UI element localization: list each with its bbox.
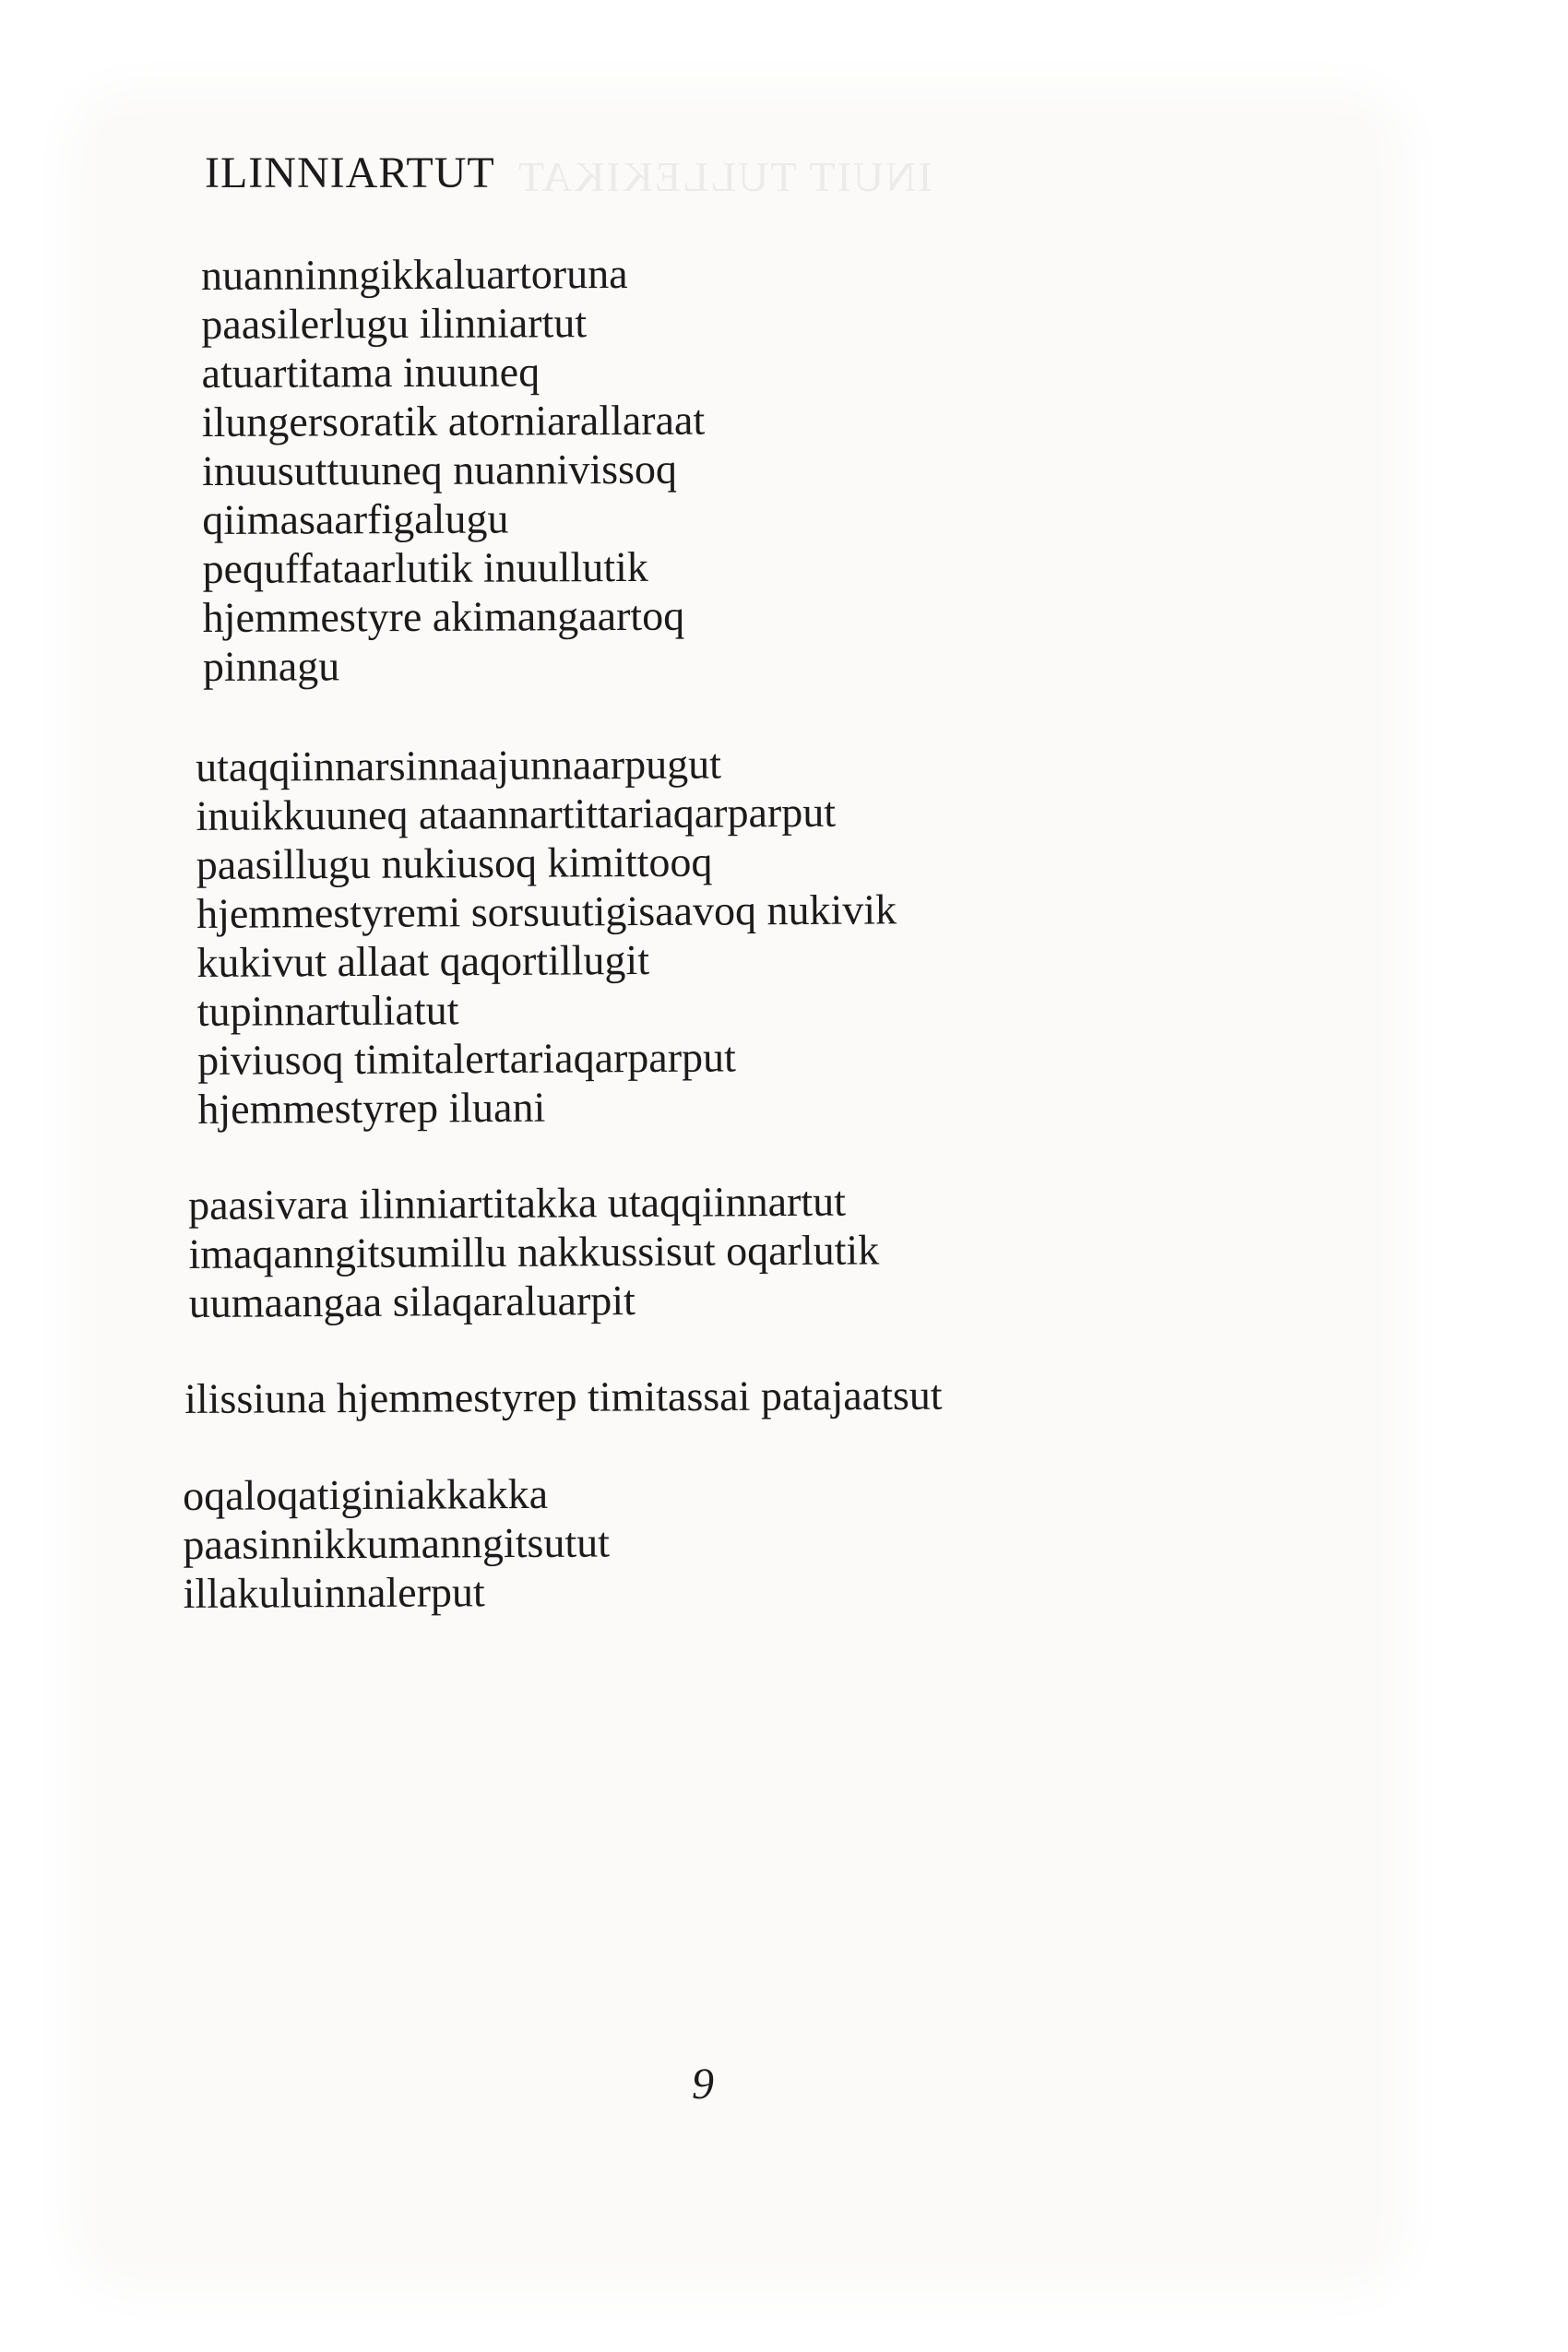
stanza-5	[183, 1469, 610, 1618]
bleed-through-text: INUIT TULLEKIKAT	[517, 153, 932, 200]
page-number: 9	[692, 2060, 714, 2108]
poem-line: kukivut allaat qaqortillugit	[196, 935, 650, 986]
poem-line: uumaangaa silaqaraluarpit	[188, 1277, 636, 1326]
stanza-2	[196, 738, 897, 1134]
poem-line: tupinnartuliatut	[196, 986, 459, 1035]
poem-line: hjemmestyre akimangaartoq	[202, 591, 685, 641]
poem-line: ilungersoratik atorniarallaraat	[201, 396, 706, 445]
poem-line: ilissiuna hjemmestyrep timitassai patajaatsut	[184, 1371, 943, 1422]
poem-line: imaqanngitsumillu nakkussisut oqarlutik	[188, 1226, 880, 1277]
poem-line: pinnagu	[202, 642, 340, 690]
poem-line: paasilerlugu ilinniartut	[201, 299, 588, 348]
poem-line: qiimasaarfigalugu	[202, 494, 509, 543]
poem-line: inuikkuuneq ataannartittariaqarparput	[196, 788, 837, 839]
poem-line: utaqqiinnarsinnaajunnaarpugut	[196, 740, 722, 790]
stanza-4	[184, 1371, 943, 1423]
poem-line: hjemmestyremi sorsuutigisaavoq nukivik	[196, 885, 897, 937]
stanza-1	[201, 249, 706, 691]
poem-line: atuartitama inuuneq	[201, 348, 540, 397]
poem-line: paasillugu nukiusoq kimittooq	[196, 837, 713, 888]
poem-title: ILINNIARTUT	[205, 148, 495, 197]
poem-line: nuanninngikkaluartoruna	[201, 249, 628, 299]
poem-line: piviusoq timitalertariaqarparput	[196, 1033, 737, 1084]
poem-line: oqaloqatiginiakkakka	[183, 1469, 549, 1519]
stanza-3	[188, 1176, 880, 1327]
poem-line: paasinnikkumanngitsutut	[183, 1518, 611, 1568]
poem-line: hjemmestyrep iluani	[197, 1083, 546, 1133]
poem-line: paasivara ilinniartitakka utaqqiinnartut	[188, 1177, 847, 1229]
poem-line: inuusuttuuneq nuannivissoq	[201, 445, 678, 494]
poem-line: illakuluinnalerput	[183, 1568, 485, 1617]
poem-line: pequffataarlutik inuullutik	[202, 542, 648, 592]
